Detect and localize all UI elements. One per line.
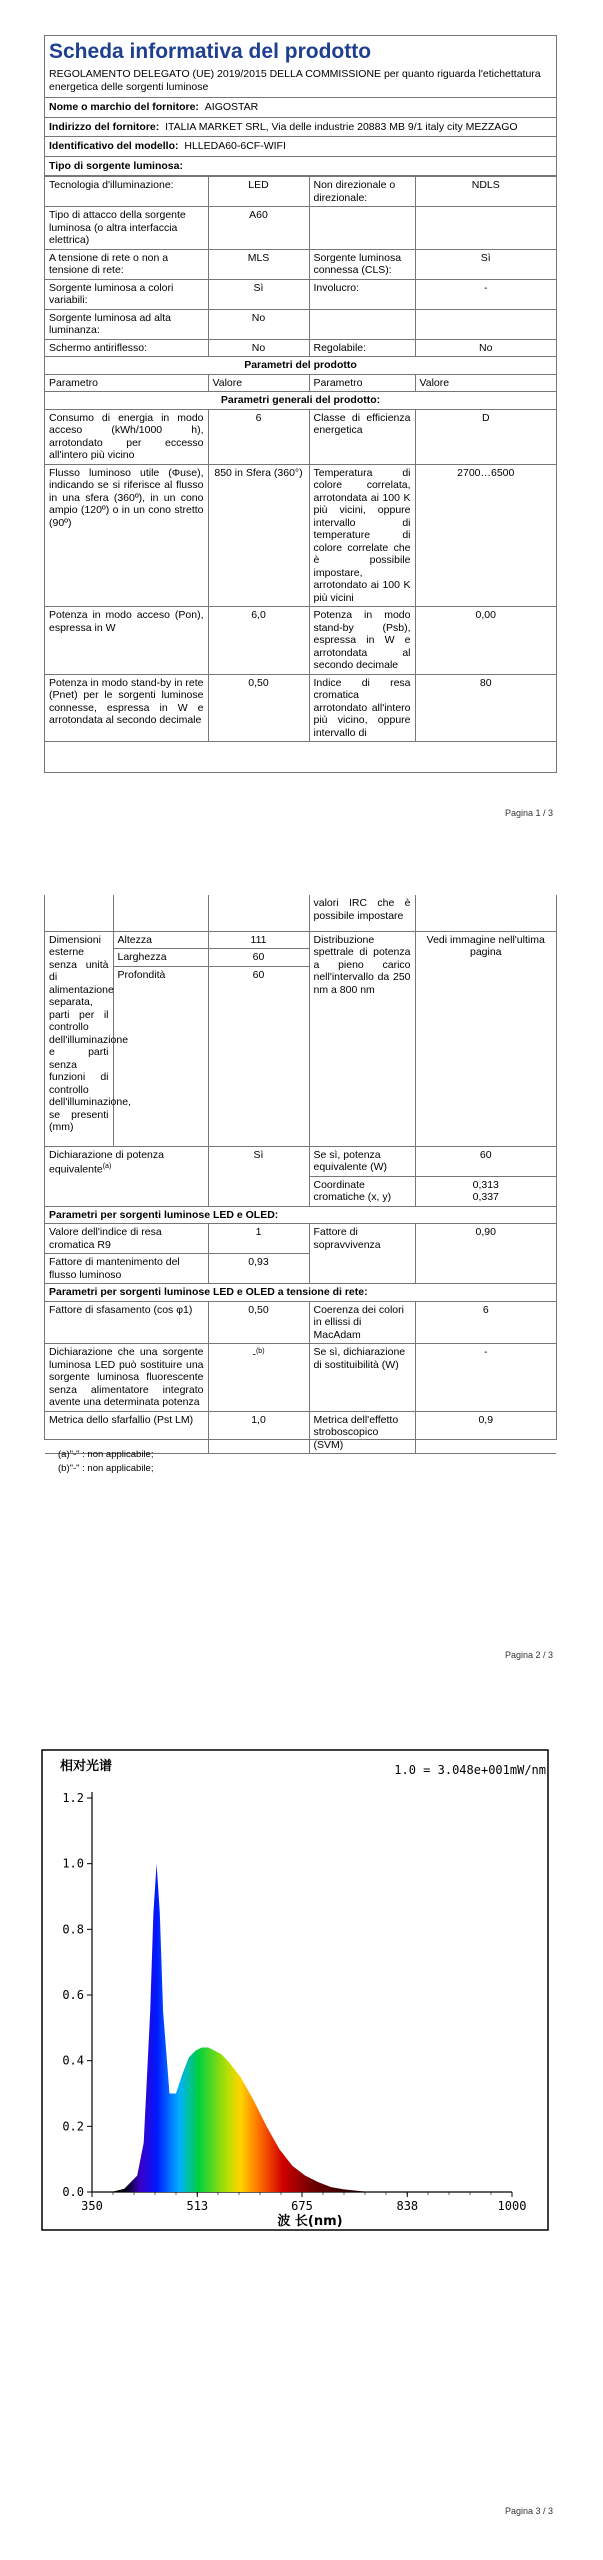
gp-param2-2: Potenza in modo stand-by (Psb), espressa in W e arrotondata al secondo decimale [309,607,415,675]
chart-border [42,1750,548,2230]
supplier-name-row [45,98,556,118]
x-tick-label: 1000 [497,2199,527,2213]
ls-param-2: A tensione di rete o non a tensione di rete: [45,249,208,279]
page-1 [0,0,603,840]
ls-param2-0: Non direzionale o direzionale: [309,177,415,207]
gp-value2-3: 80 [415,674,556,742]
spectral-dist-label: Distribuzione spettrale di potenza a pieno carico nell'intervallo da 250 nm a 800 nm [309,931,415,1146]
y-axis-label: 相对光谱 [60,1759,113,1774]
regulation-text: REGOLAMENTO DELEGATO (UE) 2019/2015 DELLA COMMISSIONE per quanto riguarda l'etichettatura energetica delle sorgenti luminose [45,66,556,98]
svm-label: Metrica dell'effetto stroboscopico (SVM) [309,1411,415,1454]
y-tick-label: 1.2 [62,1791,84,1805]
survival-label: Fattore di sopravvivenza [309,1224,415,1284]
page-title: Scheda informativa del prodotto [49,40,372,63]
gp-value2-2: 0,00 [415,607,556,675]
ls-value-5: No [208,339,309,357]
ls-param2-5: Regolabile: [309,339,415,357]
dim-name-2: Profondità [113,966,208,1146]
gp-param-1: Flusso luminoso utile (Φuse), indicando se si riferisce al flusso in una sfera (360º), in un cono ampio (120º) o in un cono stretto (90º) [45,464,208,607]
product-info-sheet-continued [44,895,557,1451]
y-tick-label: 0.6 [62,1988,84,2002]
replace-w-label: Se sì, dichiarazione di sostituibilità (W) [309,1344,415,1412]
gp-value2-1: 2700…6500 [415,464,556,607]
y-tick-label: 0.2 [62,2119,84,2134]
gp-value-0: 6 [208,409,309,464]
ls-param-1: Tipo di attacco della sorgente luminosa (o altra interfaccia elettrica) [45,207,208,250]
macadam-value: 6 [415,1301,556,1344]
params-header: Parametri del prodotto [45,357,556,375]
type-label: Tipo di sorgente luminosa: [49,159,183,172]
page-number: Pagina 3 / 3 [504,2506,553,2516]
col-value-1: Valore [208,374,309,392]
page-2 [0,840,603,1680]
y-tick-label: 0.8 [62,1922,84,1937]
ls-param2-2: Sorgente luminosa connessa (CLS): [309,249,415,279]
dim-value-2: 60 [208,966,309,1146]
y-tick-label: 0.0 [62,2185,84,2199]
gp-value-3: 0,50 [208,674,309,742]
col-param-2: Parametro [309,374,415,392]
dimensions-label: Dimensioni esterne senza unità di alimentazione separata, parti per il controllo dell'illuminazione e parti senza funzioni di controllo dell'illuminazione, se presenti (mm) [45,931,113,1146]
scale-annotation: 1.0 = 3.048e+001mW/nm [394,1763,546,1777]
ls-value2-3: - [415,279,556,309]
led-params-header: Parametri per sorgenti luminose LED e OLED: [45,1206,556,1224]
gp-param2-0: Classe di efficienza energetica [309,409,415,464]
dim-name-0: Altezza [113,931,208,949]
ls-param-0: Tecnologia d'illuminazione: [45,177,208,207]
gp-value-2: 6,0 [208,607,309,675]
x-tick-label: 513 [186,2199,209,2213]
ls-value-2: MLS [208,249,309,279]
gp-param-0: Consumo di energia in modo acceso (kWh/1000 h), arrotondato per eccesso all'intero più vicino [45,409,208,464]
chroma-coord-value [415,1176,556,1206]
supplier-address: ITALIA MARKET SRL, Via delle industrie 20883 MB 9/1 italy city MEZZAGO [165,120,518,133]
equiv-power-value: Sì [208,1146,309,1206]
product-info-sheet [44,35,557,773]
ls-value2-5: No [415,339,556,357]
survival-value: 0,90 [415,1224,556,1284]
gp-value-1: 850 in Sfera (360°) [208,464,309,607]
footnote-a: (a)"-" : non applicabile; [58,1449,154,1460]
svm-value: 0,9 [415,1411,556,1454]
flicker-label: Metrica dello sfarfallio (Pst LM) [45,1411,208,1454]
supplier-address-label: Indirizzo del fornitore: [49,120,160,133]
chroma-coord-label: Coordinate cromatiche (x, y) [309,1176,415,1206]
model-row [45,137,556,157]
x-tick-label: 838 [396,2199,419,2213]
model-id: HLLEDA60-6CF-WIFI [184,140,286,152]
gp-param2-1: Temperatura di colore correlata, arrotondata ai 100 K più vicini, oppure intervallo di temperature di colore correlate che è possibile impostare, arrotondato ai 100 K più vicini [309,464,415,607]
r9-label: Valore dell'indice di resa cromatica R9 [45,1224,208,1254]
replace-w-value: - [415,1344,556,1412]
x-axis-label: 波 长(nm) [277,2214,343,2229]
y-tick-label: 0.4 [62,2053,84,2068]
supplier-name-label: Nome o marchio del fornitore: [49,101,199,113]
ls-param2-3: Involucro: [309,279,415,309]
supplier-name: AIGOSTAR [204,101,259,113]
equiv-w-value: 60 [415,1146,556,1176]
equiv-power-label: Dichiarazione di potenza equivalente$^{(a)}$ [45,1146,208,1206]
ls-param2-1 [309,207,415,250]
general-params-header: Parametri generali del prodotto: [45,392,556,410]
maintenance-value: 0,93 [208,1254,309,1284]
gp-value2-0: D [415,409,556,464]
gp-param-3: Potenza in modo stand-by in rete (Pnet) per le sorgenti luminose connesse, espressa in W e arrotondata al secondo decimale [45,674,208,742]
col-param-1: Parametro [45,374,208,392]
col-value-2: Valore [415,374,556,392]
maintenance-label: Fattore di mantenimento del flusso luminoso [45,1254,208,1284]
r9-value: 1 [208,1224,309,1254]
dim-value-0: 111 [208,931,309,949]
dim-value-1: 60 [208,949,309,967]
ls-value2-0: NDLS [415,177,556,207]
footnote-b: (b)"-" : non applicabile; [58,1463,154,1474]
ls-value2-1 [415,207,556,250]
ls-value2-4 [415,309,556,339]
power-factor-label: Fattore di sfasamento (cos φ1) [45,1301,208,1344]
spectral-power-chart [0,1680,603,2560]
page-number: Pagina 2 / 3 [504,1650,553,1660]
spectral-dist-value: Vedi immagine nell'ultima pagina [415,931,556,1146]
flicker-value: 1,0 [208,1411,309,1454]
type-row [45,157,556,177]
equiv-w-label: Se sì, potenza equivalente (W) [309,1146,415,1176]
ls-value-0: LED [208,177,309,207]
ls-param-3: Sorgente luminosa a colori variabili: [45,279,208,309]
ls-value-1: A60 [208,207,309,250]
cri-continued: valori IRC che è possibile impostare [309,895,415,931]
ls-param-5: Schermo antiriflesso: [45,339,208,357]
mains-params-header: Parametri per sorgenti luminose LED e OLED a tensione di rete: [45,1284,556,1302]
supplier-address-row [45,118,556,138]
ls-value2-2: Sì [415,249,556,279]
x-tick-label: 675 [291,2199,313,2213]
dim-name-1: Larghezza [113,949,208,967]
y-tick-label: 1.0 [62,1856,84,1871]
macadam-label: Coerenza dei colori in ellissi di MacAdam [309,1301,415,1344]
ls-param-4: Sorgente luminosa ad alta luminanza: [45,309,208,339]
replace-value: -$^{(b)}$ [208,1344,309,1412]
ls-value-3: Sì [208,279,309,309]
ls-param2-4 [309,309,415,339]
power-factor-value: 0,50 [208,1301,309,1344]
gp-param2-3: Indice di resa cromatica arrotondato all'intero più vicino, oppure intervallo di [309,674,415,742]
coord-x: 0,313 [472,1178,499,1191]
replace-label: Dichiarazione che una sorgente luminosa LED può sostituire una sorgente luminosa fluorescente senza alimentatore integrato avente una determinata potenza [45,1344,208,1412]
page-3 [0,1680,603,2560]
coord-y: 0,337 [472,1191,499,1203]
ls-value-4: No [208,309,309,339]
model-label: Identificativo del modello: [49,140,179,152]
gp-param-2: Potenza in modo acceso (Pon), espressa in W [45,607,208,675]
x-tick-label: 350 [81,2199,103,2213]
spectrum-area [111,1864,369,2192]
page-number: Pagina 1 / 3 [504,808,553,818]
params-table-continued [45,895,556,1454]
light-source-table [45,176,556,742]
